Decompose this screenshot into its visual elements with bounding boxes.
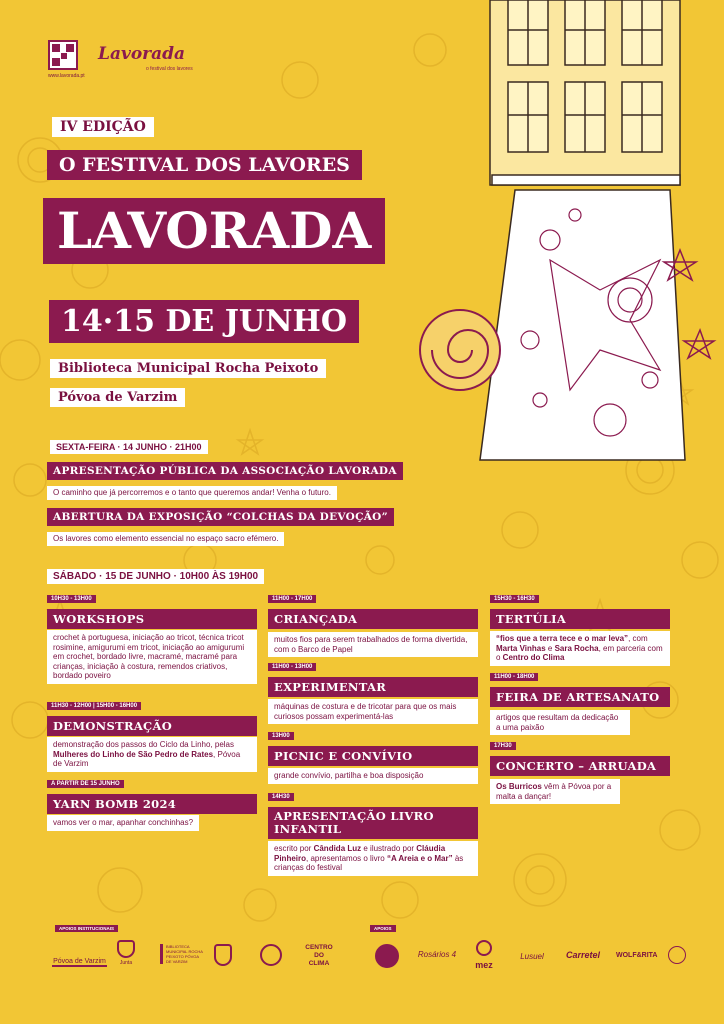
edition-label: IV EDIÇÃO: [52, 117, 154, 137]
criancada-text: muitos fios para serem trabalhados de forma divertida, com o Barco de Papel: [268, 632, 478, 657]
website-url: www.lavorada.pt: [48, 73, 85, 79]
saturday-header: SÁBADO · 15 DE JUNHO · 10H00 ÀS 19H00: [47, 569, 264, 584]
criancada-time: 11H00 - 17H00: [268, 595, 316, 603]
sponsor-logo-rosarios: Rosários 4: [417, 950, 457, 959]
friday-event-2-text: Os lavores como elemento essencial no espaço sacro efémero.: [47, 532, 284, 546]
festival-dates: 14·15 DE JUNHO: [49, 300, 359, 343]
sponsor-logo-last-icon: [668, 946, 686, 964]
venue-city: Póvoa de Varzim: [50, 388, 185, 407]
experimentar-time: 11H00 - 13H00: [268, 663, 316, 671]
feira-title: FEIRA DE ARTESANATO: [490, 687, 670, 707]
demo-title: DEMONSTRAÇÃO: [47, 716, 257, 736]
picnic-text: grande convívio, partilha e boa disposição: [268, 768, 478, 784]
sponsor-mez-circle-icon: [476, 940, 492, 956]
brand-logo: Lavorada: [98, 44, 186, 64]
tertulia-title: TERTÚLIA: [490, 609, 670, 629]
concerto-text: Os Burricos vêm à Póvoa por a malta a dançar!: [490, 779, 620, 804]
sponsor-logo-junta: Junta: [119, 960, 133, 966]
yarn-bomb-title: YARN BOMB 2024: [47, 794, 257, 814]
workshops-time: 10H30 - 13H00: [47, 595, 96, 603]
experimentar-title: EXPERIMENTAR: [268, 677, 478, 697]
institutional-support-label: APOIOS INSTITUCIONAIS: [55, 925, 118, 932]
sponsor-crest-emblem-icon: [260, 944, 282, 966]
qr-code[interactable]: [48, 40, 78, 70]
friday-event-2-title: ABERTURA DA EXPOSIÇÃO “COLCHAS DA DEVOÇÃO”: [47, 508, 394, 526]
venue-name: Biblioteca Municipal Rocha Peixoto: [50, 359, 326, 378]
yarn-bomb-text: vamos ver o mar, apanhar conchinhas?: [47, 815, 199, 831]
demo-time: 11H30 - 12H00 | 15H00 - 16H00: [47, 702, 141, 710]
demo-text: demonstração dos passos do Ciclo da Linho, pelas Mulheres do Linho de São Pedro de Rates, Póvoa de Varzim: [47, 737, 257, 772]
criancada-title: CRIANÇADA: [268, 609, 478, 629]
sponsor-logo-mez: mez: [475, 960, 493, 970]
sponsor-crest-junta-icon: [117, 940, 135, 958]
sponsor-logo-wolf-rita: WOLF&RITA: [616, 952, 658, 959]
concerto-time: 17H30: [490, 742, 516, 750]
yarn-bomb-time: A PARTIR DE 15 JUNHO: [47, 780, 124, 788]
livro-text: escrito por Cândida Luz e ilustrado por Cláudia Pinheiro, apresentamos o livro “A Areia e o Mar” às crianças do festival: [268, 841, 478, 876]
picnic-time: 13H00: [268, 732, 294, 740]
sponsor-crest-municipal-icon: [214, 944, 232, 966]
support-label: APOIOS: [370, 925, 396, 932]
sponsor-logo-lusuel: Lusuel: [520, 952, 544, 961]
concerto-title: CONCERTO – ARRUADA: [490, 756, 670, 776]
festival-title: LAVORADA: [43, 198, 385, 264]
workshops-text: crochet à portuguesa, iniciação ao tricot, técnica tricot rosimine, amigurumi em tricot, iniciação ao amigurumi em crochet, bordado livre, macramé, macramé para crianças, iniciação à costura, remendos criativos, bordado poveiro: [47, 630, 257, 684]
workshops-title: WORKSHOPS: [47, 609, 257, 629]
picnic-title: PICNIC E CONVÍVIO: [268, 746, 478, 766]
sponsor-logo-carretel: Carretel: [565, 950, 601, 960]
feira-text: artigos que resultam da dedicação a uma paixão: [490, 710, 630, 735]
sponsor-logo-round-icon: [375, 944, 399, 968]
sponsor-logo-povoa: Póvoa de Varzim: [53, 958, 106, 965]
friday-event-1-text: O caminho que já percorremos e o tanto que queremos andar! Venha o futuro.: [47, 486, 337, 500]
brand-tagline: o festival dos lavores: [146, 66, 193, 72]
experimentar-text: máquinas de costura e de tricotar para que os mais curiosos possam experimentá-las: [268, 699, 478, 724]
feira-time: 11H00 - 18H00: [490, 673, 538, 681]
livro-title: APRESENTAÇÃO LIVRO INFANTIL: [268, 807, 478, 839]
livro-time: 14H30: [268, 793, 294, 801]
qr-code-block: [48, 40, 85, 79]
tertulia-time: 15H30 - 16H30: [490, 595, 539, 603]
friday-header: SEXTA-FEIRA · 14 JUNHO · 21H00: [50, 440, 208, 454]
sponsor-logo-biblioteca: BIBLIOTECA MUNICIPAL ROCHA PEIXOTO PÓVOA DE VARZIM: [160, 944, 205, 964]
facade-quilt-illustration: [400, 0, 724, 480]
tertulia-text: “fios que a terra tece e o mar leva”, com Marta Vinhas e Sara Rocha, em parceria com o Centro do Clima: [490, 631, 670, 666]
sponsor-logo-centro-clima: CENTRO DO CLIMA: [305, 944, 333, 967]
friday-event-1-title: APRESENTAÇÃO PÚBLICA DA ASSOCIAÇÃO LAVORADA: [47, 462, 403, 480]
festival-subtitle: O FESTIVAL DOS LAVORES: [47, 150, 362, 180]
